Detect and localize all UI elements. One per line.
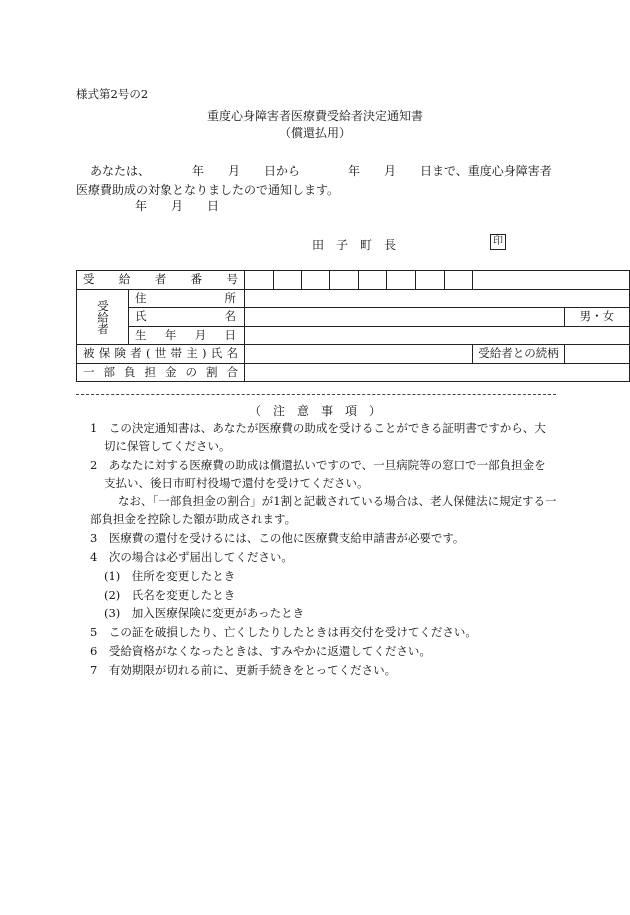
address-label: 住 所 bbox=[129, 289, 245, 308]
note-5: 5 この証を破損したり、亡くしたりしたときは再交付を受けてください。 bbox=[90, 625, 477, 639]
note-7: 7 有効期限が切れる前に、更新手続きをとってください。 bbox=[90, 663, 397, 677]
note-2-line-2: 支払い、後日市町村役場で還付を受けてください。 bbox=[104, 476, 369, 490]
table-row bbox=[77, 326, 630, 345]
table-row bbox=[77, 289, 630, 308]
address-field[interactable] bbox=[245, 289, 630, 308]
note-1-line-1: 1 この決定通知書は、あなたが医療費の助成を受けることができる証明書ですから、大 bbox=[90, 421, 546, 435]
relationship-field[interactable] bbox=[564, 345, 629, 364]
recipient-number-label: 受 給 者 番 号 bbox=[77, 271, 245, 290]
recipient-number-digit[interactable] bbox=[386, 271, 415, 290]
recipient-number-digit[interactable] bbox=[415, 271, 444, 290]
note-4-item-3: (3) 加入医療保険に変更があったとき bbox=[104, 606, 305, 620]
recipient-number-blank bbox=[473, 271, 630, 290]
recipient-number-digit[interactable] bbox=[301, 271, 330, 290]
copay-ratio-label: 一部負担金の割合 bbox=[77, 363, 245, 382]
recipient-form-table bbox=[76, 270, 630, 382]
relationship-label: 受給者との続柄 bbox=[473, 345, 564, 364]
birth-date-label: 生 年 月 日 bbox=[129, 326, 245, 345]
dashed-divider bbox=[76, 394, 556, 395]
note-1-line-2: 切に保管してください。 bbox=[104, 439, 231, 453]
recipient-number-digit[interactable] bbox=[273, 271, 301, 290]
recipient-number-digit[interactable] bbox=[330, 271, 359, 290]
table-row bbox=[77, 345, 630, 364]
form-number: 様式第2号の2 bbox=[76, 87, 149, 101]
recipient-group-label: 受給者 bbox=[77, 289, 129, 345]
table-row bbox=[77, 308, 630, 327]
name-field[interactable] bbox=[245, 308, 565, 327]
name-label: 氏 名 bbox=[129, 308, 245, 327]
recipient-number-digit[interactable] bbox=[245, 271, 274, 290]
document-subtitle: （償還払用） bbox=[278, 126, 351, 140]
note-4-item-1: (1) 住所を変更したとき bbox=[104, 569, 236, 583]
notice-line-2: 医療費助成の対象となりましたので通知します。 bbox=[76, 183, 340, 197]
note-4-item-2: (2) 氏名を変更したとき bbox=[104, 588, 236, 602]
insured-name-field[interactable] bbox=[245, 345, 473, 364]
note-2-line-3: なお、「一部負担金の割合」が1割と記載されている場合は、老人保健法に規定する一 bbox=[118, 494, 557, 508]
sex-field[interactable]: 男・女 bbox=[564, 308, 629, 327]
note-4: 4 次の場合は必ず届出してください。 bbox=[90, 550, 293, 564]
document-title: 重度心身障害者医療費受給者決定通知書 bbox=[206, 109, 423, 123]
recipient-number-digit[interactable] bbox=[444, 271, 473, 290]
table-row bbox=[77, 271, 630, 290]
notice-line-1: あなたは、 年 月 日から 年 月 日まで、重度心身障害者 bbox=[90, 164, 552, 178]
note-6: 6 受給資格がなくなったときは、すみやかに返還してください。 bbox=[90, 644, 431, 658]
table-row bbox=[77, 363, 630, 382]
seal-mark: 印 bbox=[490, 234, 506, 250]
recipient-number-digit[interactable] bbox=[359, 271, 387, 290]
birth-date-field[interactable] bbox=[245, 326, 630, 345]
insured-name-label: 被保険者(世帯主)氏名 bbox=[77, 345, 245, 364]
issue-date: 年 月 日 bbox=[135, 199, 220, 213]
note-3: 3 医療費の還付を受けるには、この他に医療費支給申請書が必要です。 bbox=[90, 531, 465, 545]
issuer-mayor: 田 子 町 長 bbox=[312, 238, 397, 252]
notes-heading: （ 注 意 事 項 ） bbox=[248, 404, 381, 418]
note-2-line-4: 部負担金を控除した額が助成されます。 bbox=[90, 512, 297, 526]
copay-ratio-field[interactable] bbox=[245, 363, 630, 382]
note-2-line-1: 2 あなたに対する医療費の助成は償還払いですので、一旦病院等の窓口で一部負担金を bbox=[90, 458, 546, 472]
